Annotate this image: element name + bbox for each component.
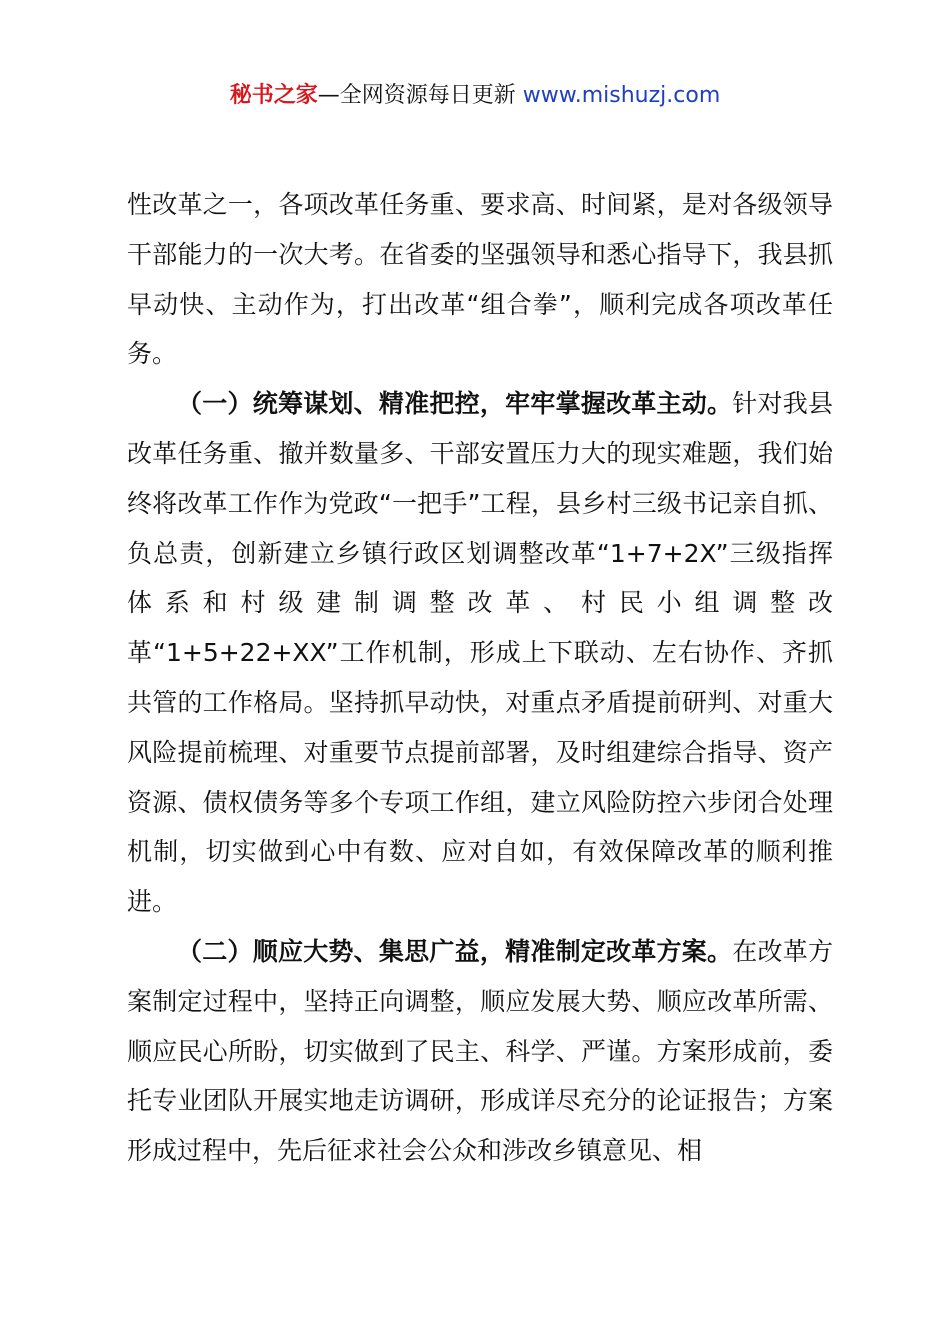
section-heading-1: （一）统筹谋划、精准把控，牢牢掌握改革主动。: [177, 389, 733, 419]
paragraph-2-body: 针对我县改革任务重、撤并数量多、干部安置压力大的现实难题，我们始终将改革工作作为党政“一把手”工程，县乡村三级书记亲自抓、负总责，创新建立乡镇行政区划调整改革“1+7+2X”三级指挥体系和村级建制调整改革、村民小组调整改革“1+5+22+XX”工作机制，形成上下联动、左右协作、齐抓共管的工作格局。坚持抓早动快，对重点矛盾提前研判、对重大风险提前梳理、对重要节点提前部署，及时组建综合指导、资产资源、债权债务等多个专项工作组，建立风险防控六步闭合处理机制，切实做到心中有数、应对自如，有效保障改革的顺利推进。: [127, 389, 833, 917]
website-link[interactable]: www.mishuzj.com: [522, 83, 721, 108]
header-tagline: —全网资源每日更新: [317, 83, 523, 108]
page-header: [0, 80, 950, 112]
paragraph-1: 性改革之一，各项改革任务重、要求高、时间紧，是对各级领导干部能力的一次大考。在省委的坚强领导和悉心指导下，我县抓早动快、主动作为，打出改革“组合拳”，顺利完成各项改革任务。: [127, 190, 833, 369]
section-heading-2: （二）顺应大势、集思广益，精准制定改革方案。: [177, 936, 733, 966]
document-body: [127, 180, 833, 1176]
paragraph-3: [127, 927, 833, 1176]
brand-name: 秘书之家: [229, 83, 318, 108]
paragraph-3-body: 在改革方案制定过程中，坚持正向调整，顺应发展大势、顺应改革所需、顺应民心所盼，切实做到了民主、科学、严谨。方案形成前，委托专业团队开展实地走访调研，形成详尽充分的论证报告；方案形成过程中，先后征求社会公众和涉改乡镇意见、相: [127, 936, 833, 1166]
paragraph-2: [127, 379, 833, 927]
